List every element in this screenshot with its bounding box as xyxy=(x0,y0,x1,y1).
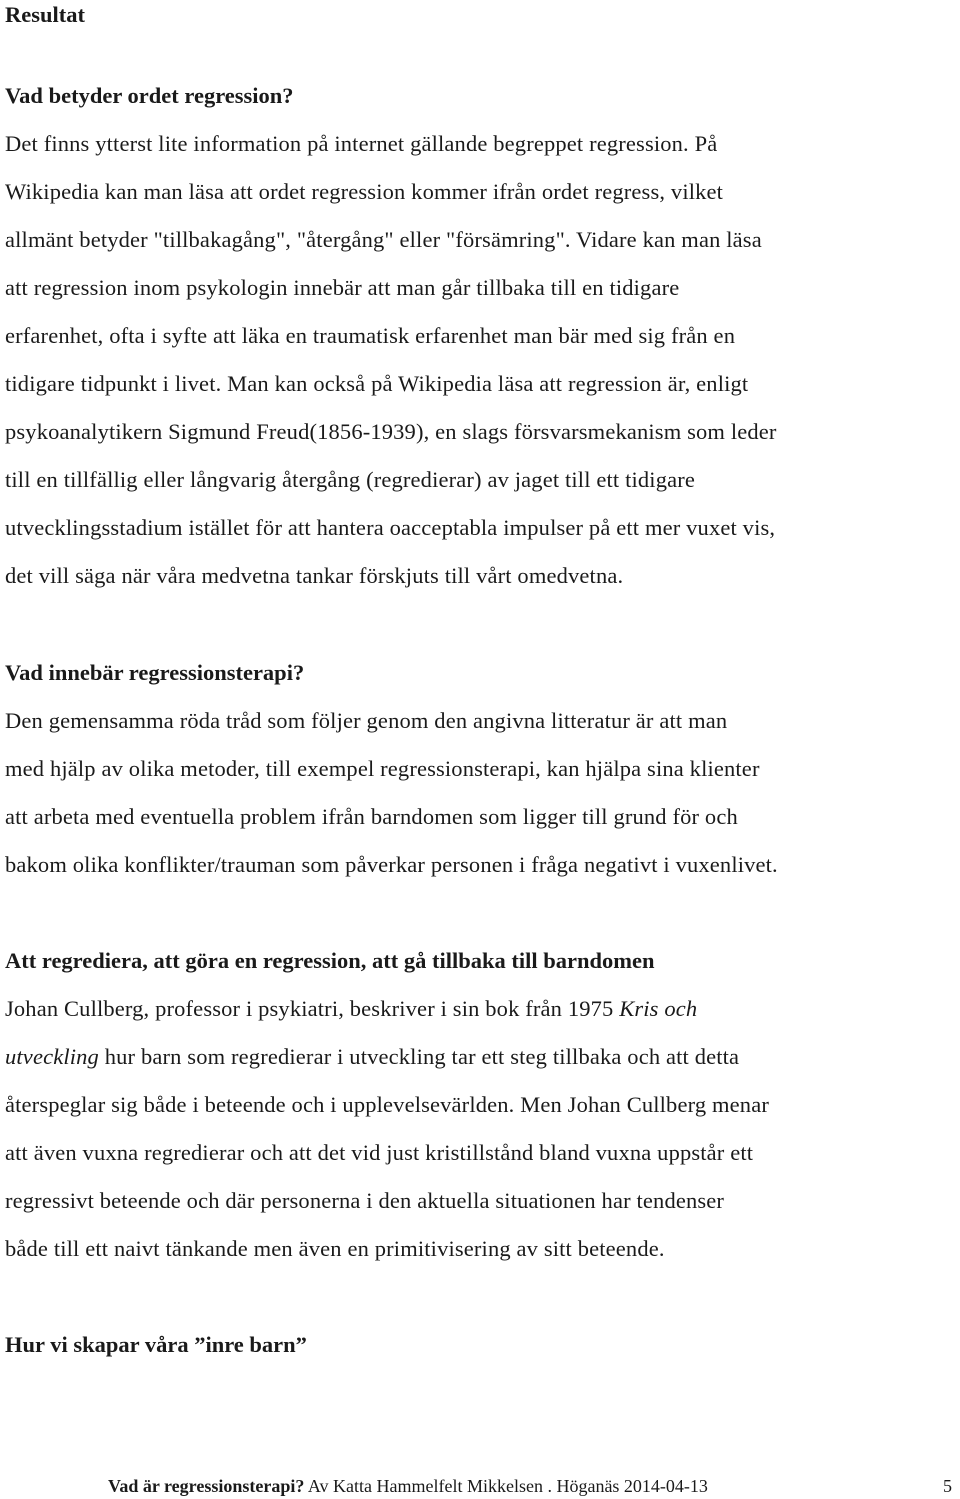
paragraph-line: tidigare tidpunkt i livet. Man kan också på Wikipedia läsa att regression är, enligt xyxy=(5,371,749,396)
paragraph-line: med hjälp av olika metoder, till exempel regressionsterapi, kan hjälpa sina klienter xyxy=(5,756,760,781)
footer-title: Vad är regressionsterapi? xyxy=(108,1476,305,1496)
section-regression-therapy xyxy=(5,649,957,889)
paragraph-line: att regression inom psykologin innebär att man går tillbaka till en tidigare xyxy=(5,275,680,300)
book-title-part: utveckling xyxy=(5,1044,99,1069)
section-heading: Vad betyder ordet regression? xyxy=(5,83,294,108)
section-inner-child xyxy=(5,1321,957,1369)
paragraph-line: till en tillfällig eller långvarig återgång (regredierar) av jaget till ett tidigare xyxy=(5,467,696,492)
paragraph-line xyxy=(5,1033,957,1081)
paragraph-line: bakom olika konflikter/trauman som påverkar personen i fråga negativt i vuxenlivet. xyxy=(5,852,778,877)
section-heading: Att regrediera, att göra en regression, att gå tillbaka till barndomen xyxy=(5,948,655,973)
section-paragraph xyxy=(5,697,957,889)
paragraph-line: Det finns ytterst lite information på internet gällande begreppet regression. På xyxy=(5,131,718,156)
paragraph-line: psykoanalytikern Sigmund Freud(1856-1939), en slags försvarsmekanism som leder xyxy=(5,419,777,444)
section-regression-meaning xyxy=(5,72,957,600)
section-heading: Vad innebär regressionsterapi? xyxy=(5,660,305,685)
line-text: Johan Cullberg, professor i psykiatri, beskriver i sin bok från 1975 xyxy=(5,996,620,1021)
section-paragraph xyxy=(5,985,957,1273)
paragraph-line: Wikipedia kan man läsa att ordet regression kommer ifrån ordet regress, vilket xyxy=(5,179,724,204)
paragraph-line: både till ett naivt tänkande men även en primitivisering av sitt beteende. xyxy=(5,1236,665,1261)
footer-meta: Av Katta Hammelfelt Mikkelsen . Höganäs 2014-04-13 xyxy=(304,1476,708,1496)
section-regress-to-childhood xyxy=(5,937,957,1273)
book-title-part: Kris och xyxy=(619,996,698,1021)
paragraph-line: Den gemensamma röda tråd som följer genom den angivna litteratur är att man xyxy=(5,708,728,733)
paragraph-line: det vill säga när våra medvetna tankar förskjuts till vårt omedvetna. xyxy=(5,563,624,588)
paragraph-line: utvecklingsstadium istället för att hantera oacceptabla impulser på ett mer vuxet vis, xyxy=(5,515,776,540)
page-title: Resultat xyxy=(5,2,85,27)
paragraph-line: erfarenhet, ofta i syfte att läka en traumatisk erfarenhet man bär med sig från en xyxy=(5,323,736,348)
section-heading: Hur vi skapar våra ”inre barn” xyxy=(5,1332,307,1357)
paragraph-line: att arbeta med eventuella problem ifrån barndomen som ligger till grund för och xyxy=(5,804,738,829)
paragraph-line: allmänt betyder "tillbakagång", "återgång" eller "försämring". Vidare kan man läsa xyxy=(5,227,762,252)
paragraph-line: regressivt beteende och där personerna i den aktuella situationen har tendenser xyxy=(5,1188,725,1213)
page-footer xyxy=(108,1474,960,1498)
paragraph-line xyxy=(5,985,957,1033)
line-text: hur barn som regredierar i utveckling tar ett steg tillbaka och att detta xyxy=(98,1044,740,1069)
section-paragraph xyxy=(5,120,957,600)
paragraph-line: återspeglar sig både i beteende och i upplevelsevärlden. Men Johan Cullberg menar xyxy=(5,1092,769,1117)
page-number: 5 xyxy=(943,1476,952,1496)
paragraph-line: att även vuxna regredierar och att det vid just kristillstånd bland vuxna uppstår ett xyxy=(5,1140,754,1165)
